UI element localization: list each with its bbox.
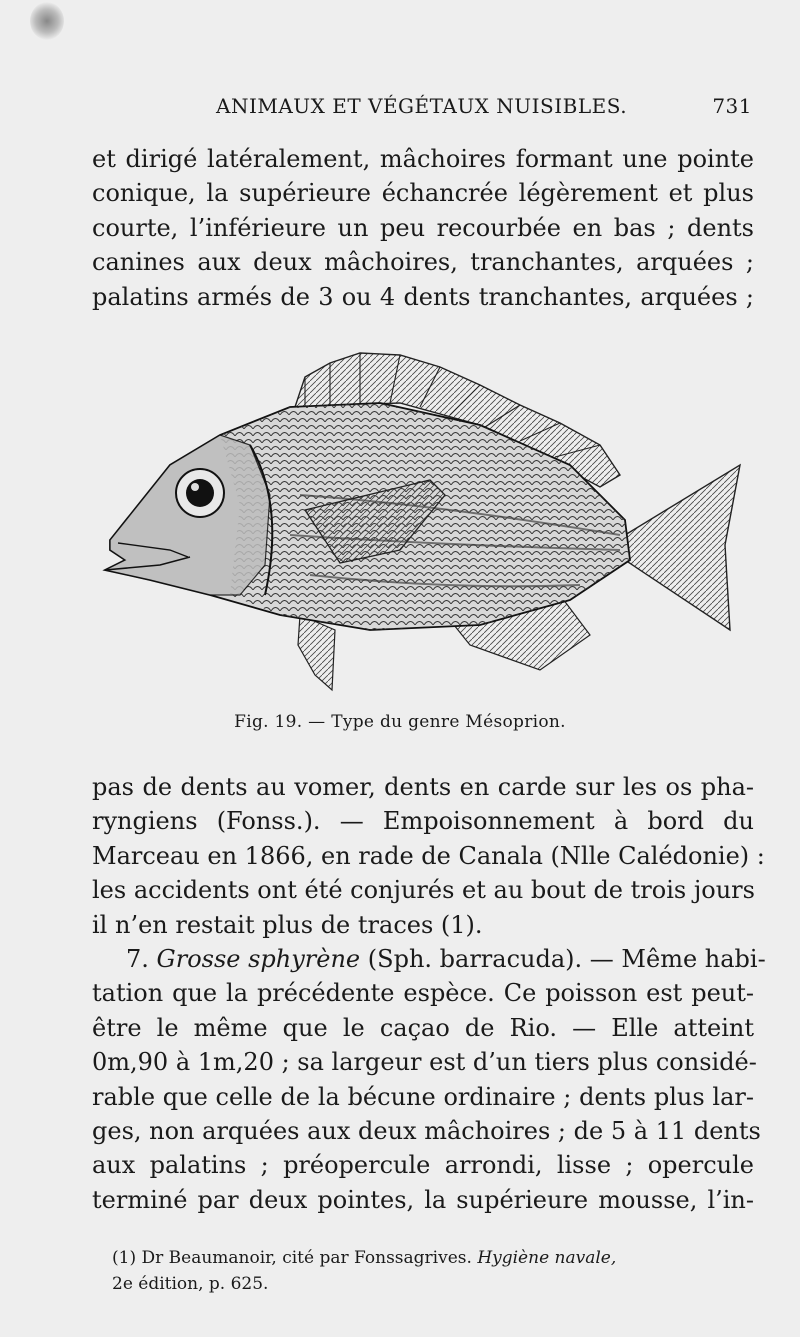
text-line: rable que celle de la bécune ordinaire ; dents plus lar- xyxy=(92,1082,754,1111)
text-line: pas de dents au vomer, dents en carde sur les os pha- xyxy=(92,773,754,801)
pelvic-fin xyxy=(298,615,335,690)
text-line: et dirigé latéralement, mâchoires formant une pointe xyxy=(92,145,754,173)
text-line: conique, la supérieure échancrée légèrement et plus xyxy=(92,179,754,208)
footnote-line-2: 2e édition, p. 625. xyxy=(112,1274,269,1294)
paragraph-top xyxy=(92,142,754,314)
text-line: 0m,90 à 1m,20 ; sa largeur est d’un tiers plus considé- xyxy=(92,1048,757,1077)
footnote-citation: (1) Dr Beaumanoir, cité par Fonssagrives. xyxy=(112,1248,472,1268)
text-line: ryngiens (Fonss.). — Empoisonnement à bord du xyxy=(92,807,754,836)
footnote-line-1 xyxy=(112,1245,754,1271)
header-title: ANIMAUX ET VÉGÉTAUX NUISIBLES. xyxy=(216,94,628,118)
text-line: tation que la précédente espèce. Ce poisson est peut- xyxy=(92,979,754,1008)
text-line: canines aux deux mâchoires, tranchantes, arquées ; xyxy=(92,248,754,277)
footnote xyxy=(112,1245,754,1297)
section-7-rest: (Sph. barracuda). — Même habi- xyxy=(367,944,766,973)
text-line: palatins armés de 3 ou 4 dents tranchantes, arquées ; xyxy=(92,282,754,311)
footnote-book-title: Hygiène navale, xyxy=(477,1248,617,1268)
text-line: les accidents ont été conjurés et au bout de trois jours xyxy=(92,876,755,905)
text-line: terminé par deux pointes, la supérieure mousse, l’in- xyxy=(92,1185,754,1214)
figure-caption: Fig. 19. — Type du genre Mésoprion. xyxy=(234,712,566,732)
text-line: ges, non arquées aux deux mâchoires ; de 5 à 11 dents xyxy=(92,1116,761,1145)
text-line: être le même que le caçao de Rio. — Elle atteint xyxy=(92,1013,754,1042)
text-line: Marceau en 1866, en rade de Canala (Nlle Calédonie) : xyxy=(92,841,765,870)
section-7-first-line xyxy=(92,942,766,976)
fish-illustration xyxy=(100,345,745,695)
paragraph-bottom xyxy=(92,770,766,1217)
text-line: il n’en restait plus de traces (1). xyxy=(92,910,483,939)
species-name: Grosse sphyrène xyxy=(156,944,361,973)
text-line: aux palatins ; préopercule arrondi, lisse ; opercule xyxy=(92,1151,754,1180)
page-number: 731 xyxy=(712,94,752,118)
text-line: courte, l’inférieure un peu recourbée en bas ; dents xyxy=(92,213,754,242)
tail-fin xyxy=(625,465,740,630)
ink-blot xyxy=(30,2,64,40)
section-number: 7. xyxy=(126,944,149,973)
running-header xyxy=(210,94,752,134)
